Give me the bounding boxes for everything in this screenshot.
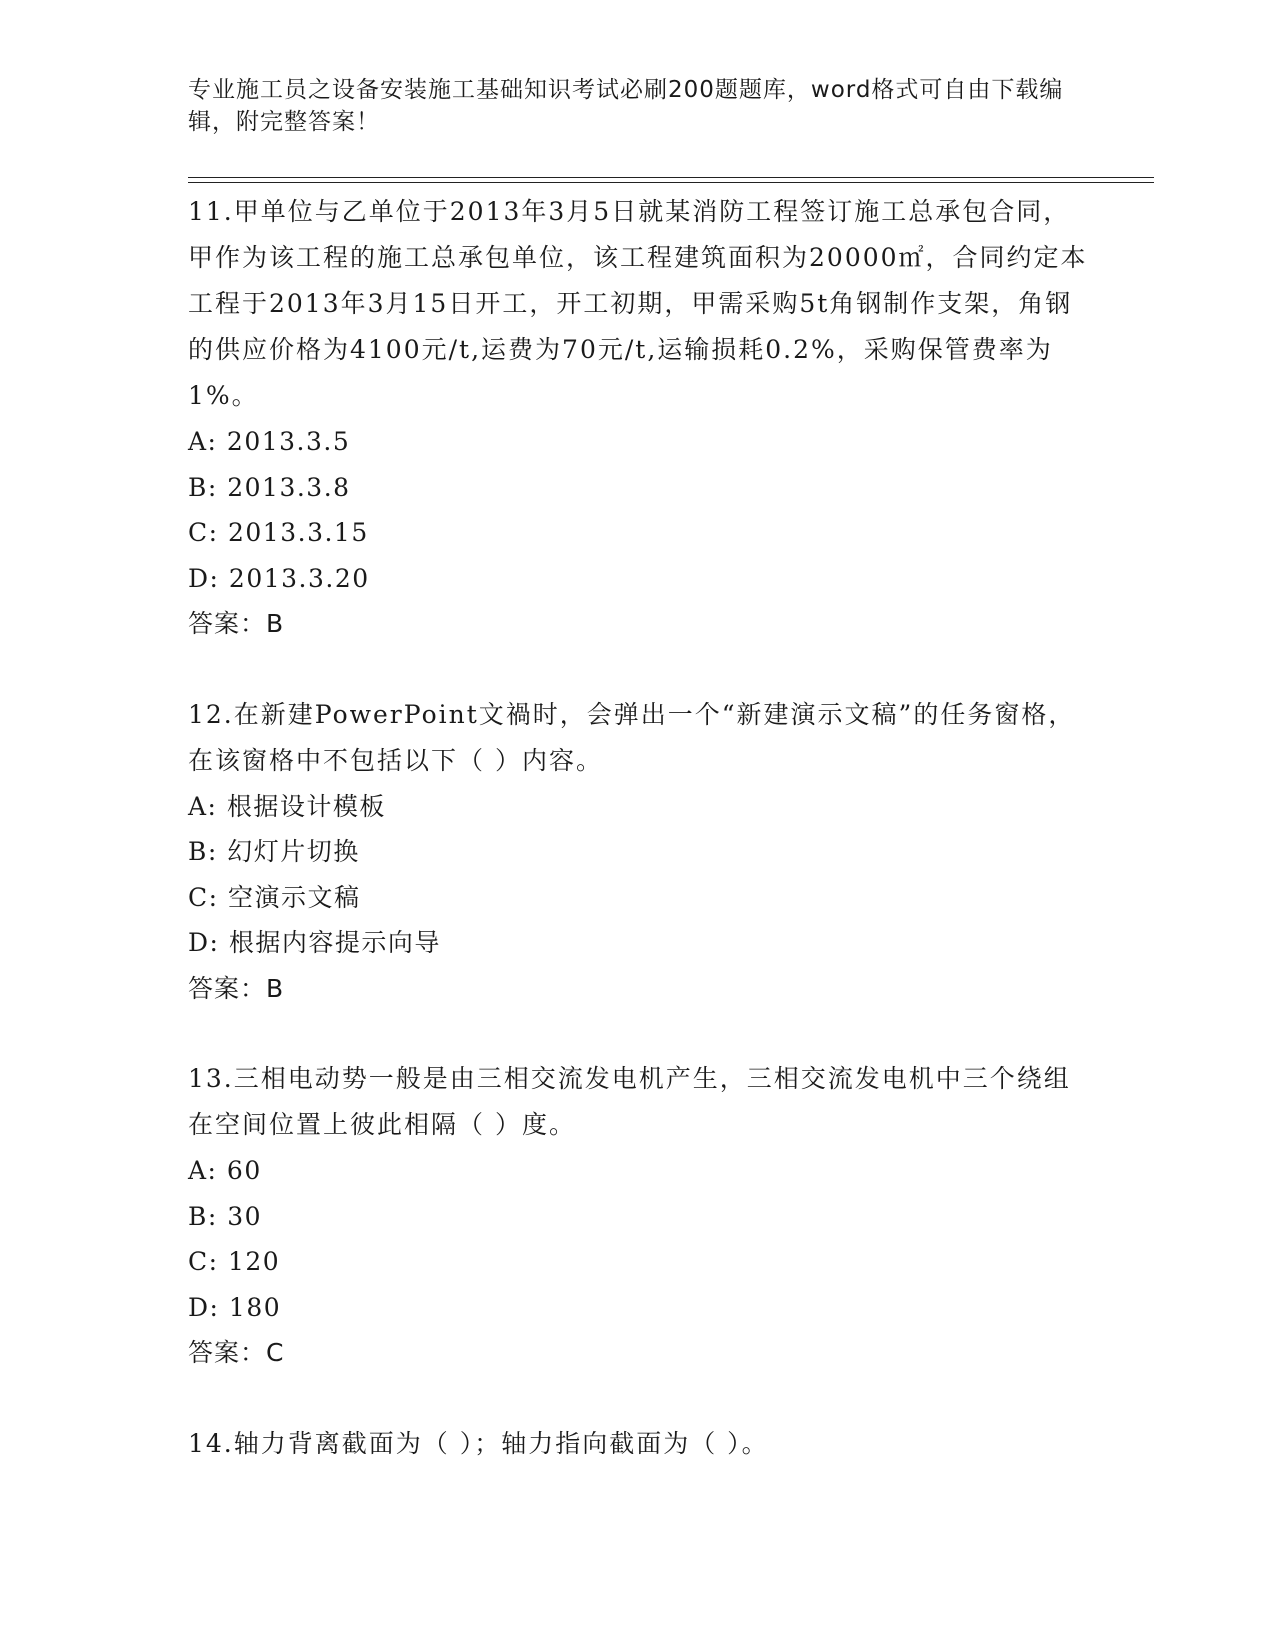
question-11 xyxy=(188,189,1088,647)
header-divider-top xyxy=(188,177,1154,178)
option-a: A: 2013.3.5 xyxy=(188,427,351,456)
question-13 xyxy=(188,1056,1088,1376)
option-c: C: 2013.3.15 xyxy=(188,518,369,547)
question-list xyxy=(188,189,1088,1512)
header-divider-bottom xyxy=(188,182,1154,183)
answer-line: 答案：C xyxy=(188,1338,285,1367)
question-14 xyxy=(188,1421,1088,1467)
option-d: D: 180 xyxy=(188,1292,282,1322)
document-header: 专业施工员之设备安装施工基础知识考试必刷200题题库，word格式可自由下载编辑，附完整答案！ xyxy=(188,77,1064,135)
question-12 xyxy=(188,692,1088,1012)
option-c: C: 120 xyxy=(188,1247,281,1276)
option-b: B: 幻灯片切换 xyxy=(188,837,360,866)
question-stem: 14.轴力背离截面为（ ）；轴力指向截面为（ ）。 xyxy=(188,1428,769,1458)
option-a: A: 60 xyxy=(188,1156,262,1185)
option-b: B: 30 xyxy=(188,1201,263,1231)
question-stem: 13.三相电动势一般是由三相交流发电机产生，三相交流发电机中三个绕组在空间位置上彼此相隔（ ）度。 xyxy=(188,1064,1071,1139)
option-b: B: 2013.3.8 xyxy=(188,472,351,502)
answer-line: 答案：B xyxy=(188,609,285,638)
option-a: A: 根据设计模板 xyxy=(188,791,386,821)
option-d: D: 根据内容提示向导 xyxy=(188,928,441,957)
question-stem: 12.在新建PowerPoint文禍时，会弹出一个“新建演示文稿”的任务窗格，在该窗格中不包括以下（ ）内容。 xyxy=(188,699,1076,775)
option-c: C: 空演示文稿 xyxy=(188,882,361,912)
answer-line: 答案：B xyxy=(188,973,285,1003)
option-d: D: 2013.3.20 xyxy=(188,563,370,593)
question-stem: 11.甲单位与乙单位于2013年3月5日就某消防工程签订施工总承包合同，甲作为该工程的施工总承包单位，该工程建筑面积为20000㎡，合同约定本工程于2013年3月15日开工，开工初期，甲需采购5t角钢制作支架，角钢的供应价格为4100元/t,运费为70元/t,运输损耗0.2%，采购保管费率为1%。 xyxy=(188,197,1088,410)
